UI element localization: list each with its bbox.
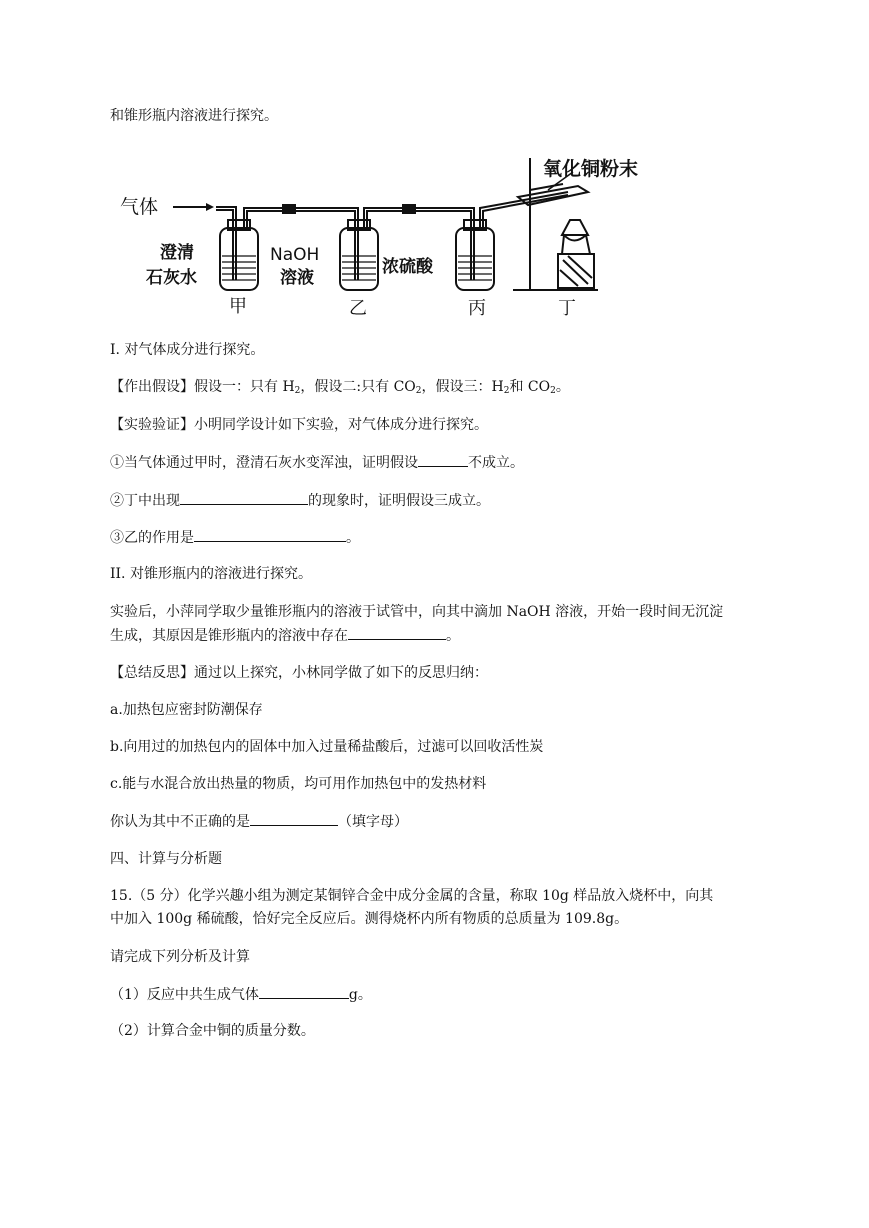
- summary-line: [110, 663, 488, 683]
- answer-blank-gas[interactable]: [259, 984, 349, 999]
- label-jia: 甲: [229, 296, 247, 317]
- yi-reagent-line2: 溶液: [280, 268, 314, 288]
- incorrect-question: [110, 811, 408, 832]
- hyp-one: 假设一：只有 H: [194, 379, 295, 395]
- summary-text: 通过以上探究，小林同学做了如下的反思归纳：: [194, 665, 488, 681]
- part2-para-line2: [110, 625, 460, 646]
- answer-blank-q1[interactable]: [418, 452, 468, 467]
- label-bing: 丙: [468, 298, 486, 319]
- cuo-label: 氧化铜粉末: [543, 158, 639, 180]
- verify-tag: 【实验验证】: [110, 417, 194, 433]
- incorrect-end: （填字母）: [338, 814, 408, 830]
- para2-text: 生成，其原因是锥形瓶内的溶液中存在: [110, 628, 348, 644]
- answer-blank-q3[interactable]: [194, 527, 346, 542]
- q2-text: ②丁中出现: [110, 493, 180, 509]
- subscript-2: 2: [503, 386, 510, 396]
- option-c: c.能与水混合放出热量的物质，均可用作加热包中的发热材料: [110, 776, 487, 792]
- answer-blank-q2[interactable]: [180, 490, 308, 505]
- part2-para-line1: 实验后，小萍同学取少量锥形瓶内的溶液于试管中，向其中滴加 NaOH 溶液，开始一段时间无沉淀: [110, 604, 724, 620]
- verify-text: 小明同学设计如下实验，对气体成分进行探究。: [194, 417, 488, 433]
- yi-reagent-line1: NaOH: [270, 245, 320, 265]
- s1-end: g。: [348, 987, 372, 1003]
- hyp-three-b: 和 CO: [509, 379, 551, 395]
- jia-reagent-line2: 石灰水: [146, 268, 197, 288]
- part2-heading: II. 对锥形瓶内的溶液进行探究。: [110, 566, 312, 582]
- jia-reagent-line1: 澄清: [160, 243, 194, 263]
- hyp-three: ，假设三：H: [421, 379, 504, 395]
- subscript-2: 2: [550, 386, 556, 396]
- q1-end: 不成立。: [468, 455, 524, 471]
- summary-tag: 【总结反思】: [110, 665, 194, 681]
- problem15-prompt: 请完成下列分析及计算: [110, 949, 250, 965]
- para2-end: 。: [446, 628, 460, 644]
- problem15-line2: 中加入 100g 稀硫酸，恰好完全反应后。测得烧杯内所有物质的总质量为 109.8g。: [110, 911, 629, 927]
- apparatus-diagram: [118, 150, 678, 320]
- question-3: [110, 527, 360, 548]
- incorrect-text: 你认为其中不正确的是: [110, 814, 250, 830]
- section4-heading: 四、计算与分析题: [110, 851, 222, 867]
- answer-blank-letter[interactable]: [250, 811, 338, 826]
- subquestion-1: [110, 984, 372, 1005]
- subquestion-2: （2）计算合金中铜的质量分数。: [110, 1023, 315, 1039]
- part1-heading: I. 对气体成分进行探究。: [110, 342, 265, 358]
- label-yi: 乙: [349, 298, 367, 319]
- verify-line: [110, 415, 488, 435]
- q3-end: 。: [346, 530, 360, 546]
- s1-text: （1）反应中共生成气体: [110, 987, 259, 1003]
- answer-blank-solution[interactable]: [348, 625, 446, 640]
- label-ding: 丁: [558, 298, 576, 319]
- hyp-two: ，假设二:只有 CO: [300, 379, 416, 395]
- option-a: a.加热包应密封防潮保存: [110, 702, 263, 718]
- hypothesis-line: [110, 377, 570, 397]
- q1-text: ①当气体通过甲时，澄清石灰水变浑浊，证明假设: [110, 455, 418, 471]
- q3-text: ③乙的作用是: [110, 530, 194, 546]
- question-2: [110, 490, 490, 511]
- problem15-line1: 15.（5 分）化学兴趣小组为测定某铜锌合金中成分金属的含量，称取 10g 样品放入烧杯中，向其: [110, 888, 714, 904]
- option-b: b.向用过的加热包内的固体中加入过量稀盐酸后，过滤可以回收活性炭: [110, 739, 544, 755]
- hypothesis-tag: 【作出假设】: [110, 379, 194, 395]
- gas-label: 气体: [120, 196, 159, 218]
- subscript-2: 2: [415, 386, 422, 396]
- subscript-2: 2: [294, 386, 301, 396]
- q2-end: 的现象时，证明假设三成立。: [308, 493, 490, 509]
- question-1: [110, 452, 524, 473]
- bing-reagent: 浓硫酸: [382, 257, 433, 277]
- intro-line: 和锥形瓶内溶液进行探究。: [110, 108, 278, 124]
- hyp-end: 。: [555, 379, 570, 395]
